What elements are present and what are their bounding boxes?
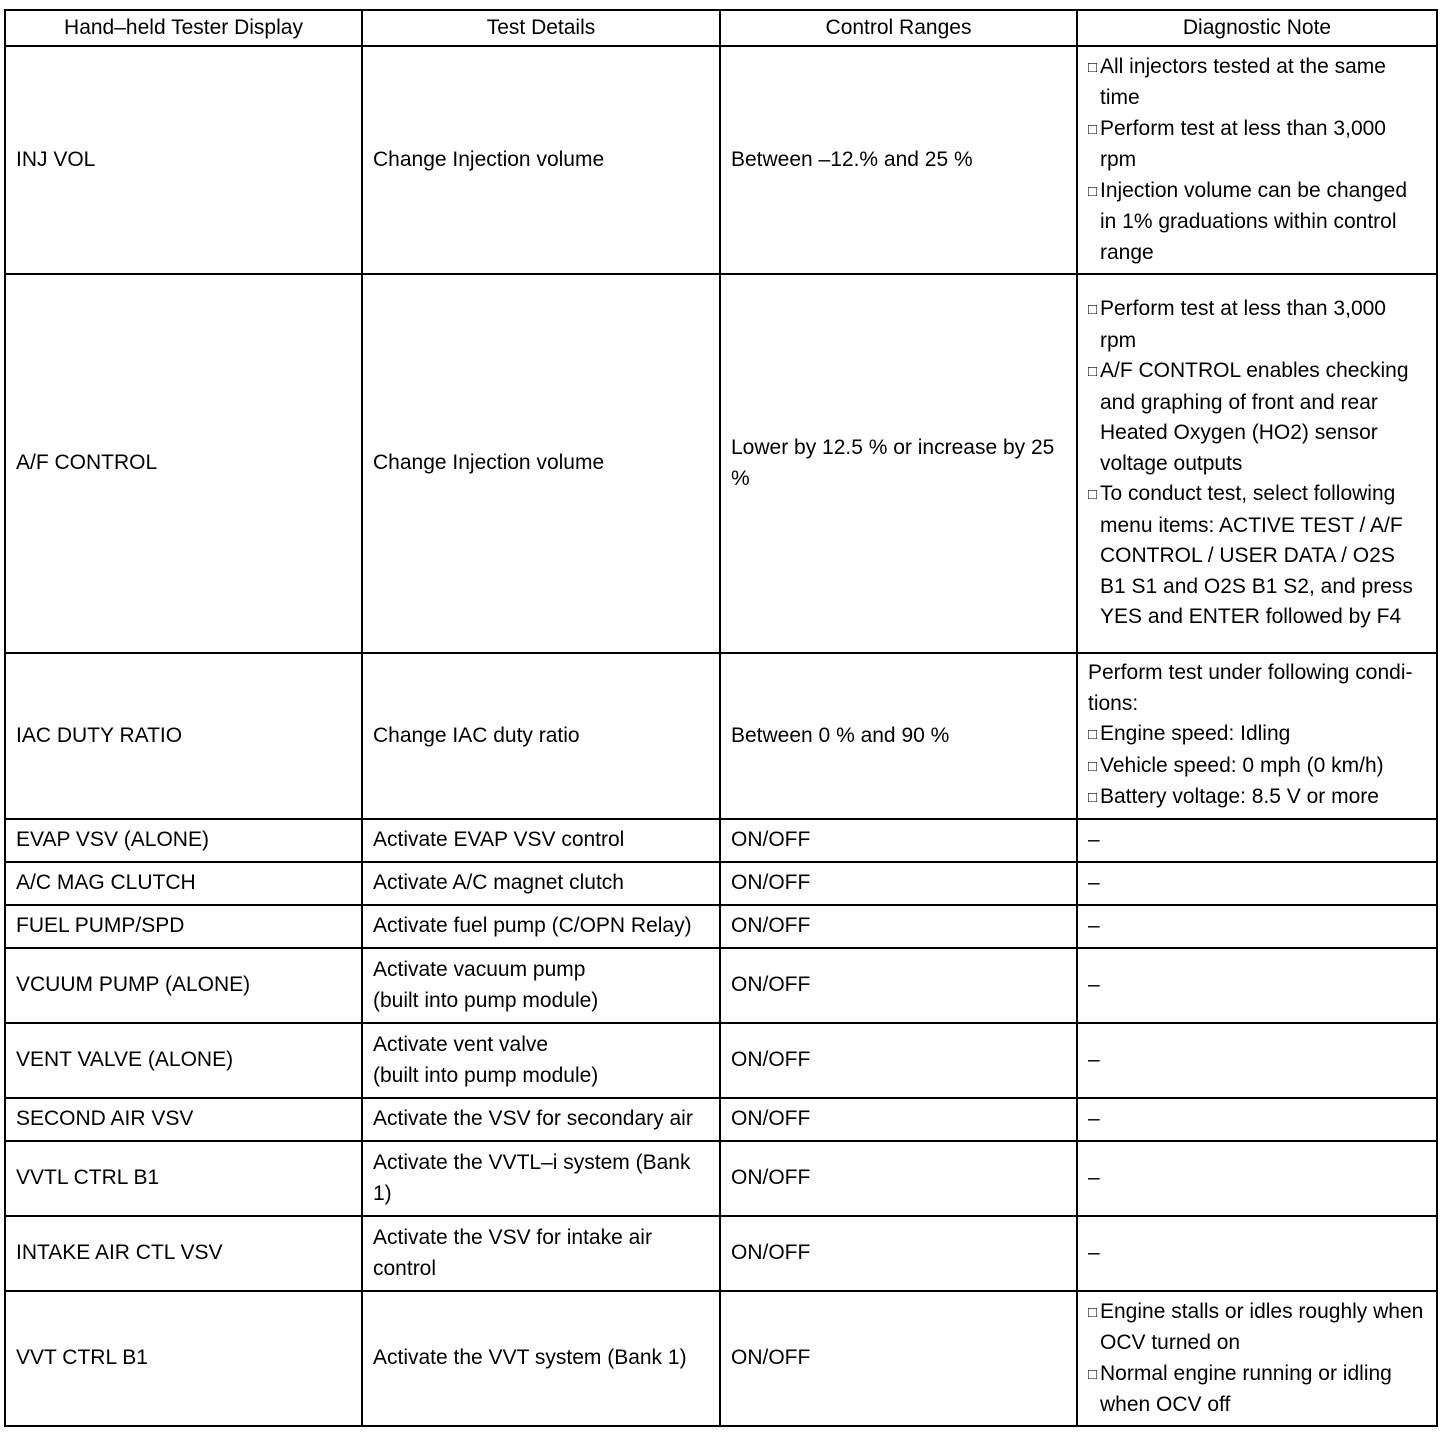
cell-control-range: ON/OFF xyxy=(720,1216,1077,1291)
cell-diagnostic-note: – xyxy=(1077,1098,1437,1141)
cell-diagnostic-note: – xyxy=(1077,819,1437,862)
table-row xyxy=(5,274,1437,653)
cell-test-details: Activate the VVTL–i system (Bank 1) xyxy=(362,1141,720,1216)
cell-display: EVAP VSV (ALONE) xyxy=(5,819,362,862)
cell-diagnostic-note: – xyxy=(1077,1141,1437,1216)
cell-diagnostic-note xyxy=(1077,653,1437,819)
table-row xyxy=(5,948,1437,1023)
note-bullet: □ Battery voltage: 8.5 V or more xyxy=(1088,782,1426,814)
cell-test-details xyxy=(362,1023,720,1098)
table-row xyxy=(5,1141,1437,1216)
cell-test-details: Change Injection volume xyxy=(362,274,720,653)
note-bullet: □ Normal engine running or idling when OCV off xyxy=(1088,1361,1392,1416)
note-bullet: □ A/F CONTROL enables checking and graphing of front and rear Heated Oxygen (HO2) sensor voltage outputs xyxy=(1088,359,1409,475)
table-row xyxy=(5,905,1437,948)
checkbox-bullet-icon: □ xyxy=(1088,363,1098,381)
note-bullet: □ Vehicle speed: 0 mph (0 km/h) xyxy=(1088,751,1426,783)
cell-diagnostic-note xyxy=(1077,274,1437,653)
cell-diagnostic-note xyxy=(1077,46,1437,274)
cell-diagnostic-note: – xyxy=(1077,1023,1437,1098)
cell-diagnostic-note: – xyxy=(1077,1216,1437,1291)
cell-test-details: Activate the VSV for secondary air xyxy=(362,1098,720,1141)
cell-control-range: ON/OFF xyxy=(720,948,1077,1023)
cell-diagnostic-note xyxy=(1077,1291,1437,1426)
cell-control-range: ON/OFF xyxy=(720,1141,1077,1216)
active-test-table xyxy=(4,9,1438,1427)
table-row xyxy=(5,1216,1437,1291)
cell-display: IAC DUTY RATIO xyxy=(5,653,362,819)
cell-test-details: Activate the VVT system (Bank 1) xyxy=(362,1291,720,1426)
checkbox-bullet-icon: □ xyxy=(1088,726,1098,744)
note-bullet: □ Engine stalls or idles roughly when OCV turned on xyxy=(1088,1299,1424,1354)
checkbox-bullet-icon: □ xyxy=(1088,1303,1098,1321)
note-bullet: □ Injection volume can be changed in 1% graduations within control range xyxy=(1088,178,1408,264)
cell-control-range: ON/OFF xyxy=(720,819,1077,862)
checkbox-bullet-icon: □ xyxy=(1088,301,1098,319)
checkbox-bullet-icon: □ xyxy=(1088,120,1098,138)
checkbox-bullet-icon: □ xyxy=(1088,757,1098,775)
cell-test-details: Activate A/C magnet clutch xyxy=(362,862,720,905)
cell-control-range: Between –12.% and 25 % xyxy=(720,46,1077,274)
cell-control-range: ON/OFF xyxy=(720,1291,1077,1426)
header-control-ranges: Control Ranges xyxy=(720,10,1077,46)
cell-test-details: Activate fuel pump (C/OPN Relay) xyxy=(362,905,720,948)
cell-test-details: Change Injection volume xyxy=(362,46,720,274)
cell-test-details xyxy=(362,948,720,1023)
cell-control-range: ON/OFF xyxy=(720,905,1077,948)
details-line: Activate vent valve xyxy=(373,1033,549,1056)
header-row xyxy=(5,10,1437,46)
note-bullet: □ Perform test at less than 3,000 rpm xyxy=(1088,297,1386,352)
header-diagnostic-note: Diagnostic Note xyxy=(1077,10,1437,46)
cell-test-details: Activate the VSV for intake air control xyxy=(362,1216,720,1291)
checkbox-bullet-icon: □ xyxy=(1088,1365,1098,1383)
cell-test-details: Activate EVAP VSV control xyxy=(362,819,720,862)
cell-display: VCUUM PUMP (ALONE) xyxy=(5,948,362,1023)
cell-display: INJ VOL xyxy=(5,46,362,274)
cell-display: A/C MAG CLUTCH xyxy=(5,862,362,905)
cell-test-details: Change IAC duty ratio xyxy=(362,653,720,819)
cell-display: VVT CTRL B1 xyxy=(5,1291,362,1426)
cell-display: SECOND AIR VSV xyxy=(5,1098,362,1141)
cell-diagnostic-note: – xyxy=(1077,862,1437,905)
header-test-details: Test Details xyxy=(362,10,720,46)
note-intro: Perform test under following condi-tions: xyxy=(1088,661,1413,715)
table-row xyxy=(5,653,1437,819)
details-line: (built into pump module) xyxy=(373,1063,599,1087)
note-bullet: □ To conduct test, select following menu items: ACTIVE TEST / A/F CONTROL / USER DATA / O2S B1 S1 and O2S B1 S2, and press YES and ENTER followed by F4 xyxy=(1088,482,1413,629)
table-row xyxy=(5,1291,1437,1426)
table-row xyxy=(5,1023,1437,1098)
details-line: Activate vacuum pump xyxy=(373,958,586,981)
cell-control-range: Lower by 12.5 % or increase by 25 % xyxy=(720,274,1077,653)
cell-display: FUEL PUMP/SPD xyxy=(5,905,362,948)
cell-display: VENT VALVE (ALONE) xyxy=(5,1023,362,1098)
cell-control-range: ON/OFF xyxy=(720,1098,1077,1141)
cell-control-range: ON/OFF xyxy=(720,1023,1077,1098)
cell-display: INTAKE AIR CTL VSV xyxy=(5,1216,362,1291)
table-row xyxy=(5,1098,1437,1141)
header-display: Hand–held Tester Display xyxy=(5,10,362,46)
checkbox-bullet-icon: □ xyxy=(1088,486,1098,504)
table-row xyxy=(5,46,1437,274)
cell-diagnostic-note: – xyxy=(1077,948,1437,1023)
cell-display: A/F CONTROL xyxy=(5,274,362,653)
checkbox-bullet-icon: □ xyxy=(1088,789,1098,807)
cell-diagnostic-note: – xyxy=(1077,905,1437,948)
cell-control-range: Between 0 % and 90 % xyxy=(720,653,1077,819)
checkbox-bullet-icon: □ xyxy=(1088,58,1098,76)
cell-display: VVTL CTRL B1 xyxy=(5,1141,362,1216)
note-bullet: □ All injectors tested at the same time xyxy=(1088,54,1386,110)
table-row xyxy=(5,819,1437,862)
note-bullet: □ Engine speed: Idling xyxy=(1088,719,1426,751)
note-bullet: □ Perform test at less than 3,000 rpm xyxy=(1088,116,1386,172)
details-line: (built into pump module) xyxy=(373,988,599,1012)
checkbox-bullet-icon: □ xyxy=(1088,182,1098,200)
cell-control-range: ON/OFF xyxy=(720,862,1077,905)
table-row xyxy=(5,862,1437,905)
